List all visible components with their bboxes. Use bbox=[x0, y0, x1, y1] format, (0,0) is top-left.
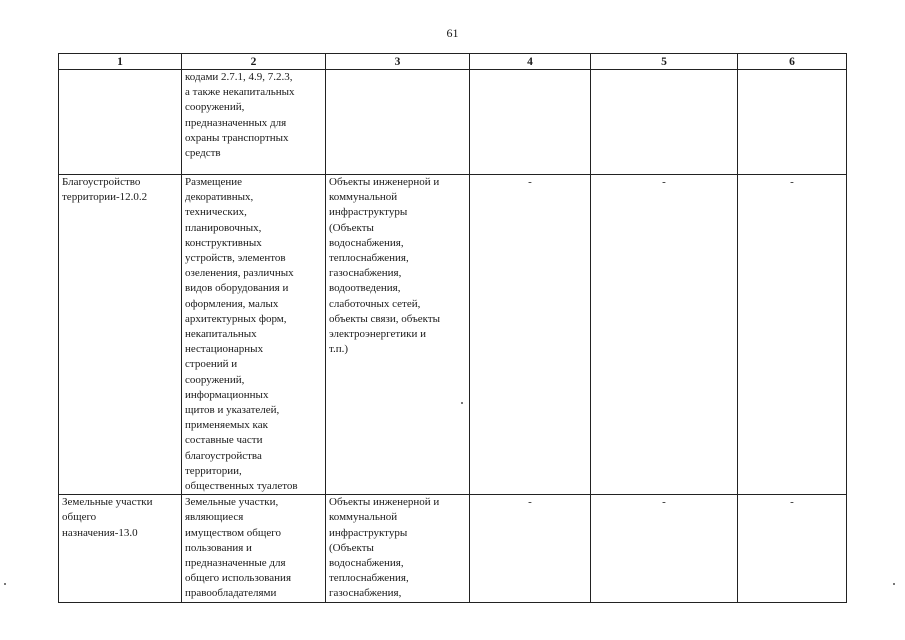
table-cell-col5: - bbox=[591, 495, 738, 602]
table-row bbox=[59, 495, 847, 602]
header-row bbox=[59, 54, 847, 70]
table-cell-col4: - bbox=[470, 175, 591, 495]
table-cell-description: Земельные участки, являющиеся имуществом общего пользования и предназначенные для общего использования правообладателями bbox=[182, 495, 326, 602]
column-header-2: 2 bbox=[182, 54, 326, 70]
table-row bbox=[59, 70, 847, 175]
table-cell-col5 bbox=[591, 70, 738, 175]
table-cell-type: Благоустройство территории-12.0.2 bbox=[59, 175, 182, 495]
table-cell-auxiliary: Объекты инженерной и коммунальной инфраструктуры (Объекты водоснабжения, теплоснабжения, газоснабжения, водоотведения, слаботочных сетей, объекты связи, объекты электроэнергетики и т.п.) bbox=[326, 175, 470, 495]
table-cell-description: Размещение декоративных, технических, планировочных, конструктивных устройств, элементов озеленения, различных видов оборудования и оформления, малых архитектурных форм, некапитальных нестационарных строений и сооружений, информационных щитов и указателей, применяемых как составные части благоустройства территории, общественных туалетов bbox=[182, 175, 326, 495]
scan-speck bbox=[893, 583, 895, 585]
table-cell-auxiliary: Объекты инженерной и коммунальной инфраструктуры (Объекты водоснабжения, теплоснабжения, газоснабжения, bbox=[326, 495, 470, 602]
scan-speck bbox=[461, 402, 463, 404]
column-header-6: 6 bbox=[738, 54, 847, 70]
page-number: 61 bbox=[446, 26, 459, 40]
table-cell-type: Земельные участки общего назначения-13.0 bbox=[59, 495, 182, 602]
table-cell-col6: - bbox=[738, 495, 847, 602]
zoning-table bbox=[58, 53, 847, 603]
table-cell-col4 bbox=[470, 70, 591, 175]
table-row bbox=[59, 175, 847, 495]
table-cell-col6 bbox=[738, 70, 847, 175]
table-cell-type bbox=[59, 70, 182, 175]
column-header-3: 3 bbox=[326, 54, 470, 70]
column-header-5: 5 bbox=[591, 54, 738, 70]
column-header-1: 1 bbox=[59, 54, 182, 70]
column-header-4: 4 bbox=[470, 54, 591, 70]
table-cell-auxiliary bbox=[326, 70, 470, 175]
table-cell-col6: - bbox=[738, 175, 847, 495]
table-cell-col4: - bbox=[470, 495, 591, 602]
scan-speck bbox=[4, 583, 6, 585]
table-cell-description: кодами 2.7.1, 4.9, 7.2.3, а также некапитальных сооружений, предназначенных для охраны транспортных средств bbox=[182, 70, 326, 175]
table-cell-col5: - bbox=[591, 175, 738, 495]
